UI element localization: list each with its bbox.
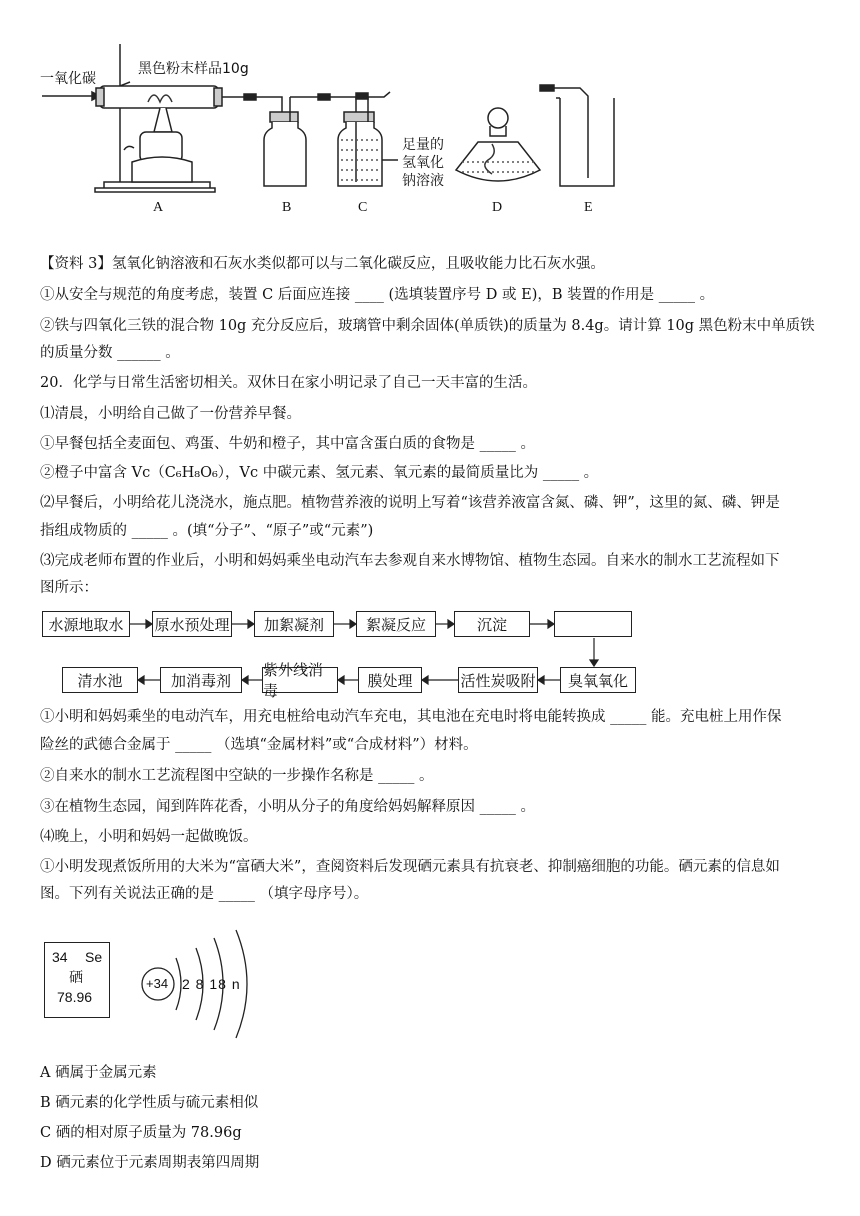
text-line: ②橙子中富含 Vc（C₆H₈O₆），Vc 中碳元素、氢元素、氧元素的最简质量比为 _____ 。 (40, 465, 599, 481)
co-label: 一氧化碳 (40, 71, 96, 87)
option-d: D 硒元素位于元素周期表第四周期 (40, 1155, 260, 1171)
apparatus-letter-b: B (282, 200, 292, 215)
text-line: 险丝的武德合金属于 _____ （选填“金属材料”或“合成材料”）材料。 (40, 737, 478, 753)
option-b: B 硒元素的化学性质与硫元素相似 (40, 1095, 259, 1111)
text-line: ①从安全与规范的角度考虑，装置 C 后面应连接 ____ (选填装置序号 D 或 E)，B 装置的作用是 _____ 。 (40, 287, 715, 303)
apparatus-letter-d: D (492, 200, 503, 215)
flow-step-membrane: 膜处理 (358, 667, 422, 693)
flow-step-flocculant: 加絮凝剂 (254, 611, 334, 637)
flow-step-disinfectant: 加消毒剂 (160, 667, 242, 693)
option-a: A 硒属于金属元素 (40, 1065, 157, 1081)
text-line: ①小明发现煮饭所用的大米为“富硒大米”，查阅资料后发现硒元素具有抗衰老、抑制癌细胞的功能。硒元素的信息如 (40, 859, 780, 875)
naoh-label-3: 钠溶液 (402, 173, 444, 189)
text-line: ①早餐包括全麦面包、鸡蛋、牛奶和橙子，其中富含蛋白质的食物是 _____ 。 (40, 436, 535, 452)
text-line: 指组成物质的 _____ 。(填“分子”、“原子”或“元素”) (40, 523, 374, 539)
text-line: ②自来水的制水工艺流程图中空缺的一步操作名称是 _____ 。 (40, 768, 434, 784)
text-line: ⑷晚上，小明和妈妈一起做晚饭。 (40, 829, 258, 845)
flow-step-pretreat: 原水预处理 (152, 611, 232, 637)
atomic-number: 34 (52, 949, 68, 965)
text-line: 的质量分数 ______ 。 (40, 345, 180, 361)
text-line: ①小明和妈妈乘坐的电动汽车，用充电桩给电动汽车充电，其电池在充电时将电能转换成 _____ 能。充电桩上用作保 (40, 709, 782, 725)
flow-step-flocculation: 絮凝反应 (356, 611, 436, 637)
naoh-label-2: 氢氧化 (402, 155, 444, 171)
text-line: ②铁与四氧化三铁的混合物 10g 充分反应后，玻璃管中剩余固体(单质铁)的质量为 8.4g。请计算 10g 黑色粉末中单质铁 (40, 318, 815, 334)
text-line: 图。下列有关说法正确的是 _____ （填字母序号）。 (40, 886, 369, 902)
flow-step-ozone: 臭氧氧化 (560, 667, 636, 693)
flow-step-carbon: 活性炭吸附 (458, 667, 538, 693)
text-line: ⑶完成老师布置的作业后，小明和妈妈乘坐电动汽车去参观自来水博物馆、植物生态园。自来水的制水工艺流程如下 (40, 553, 780, 569)
electron-shells: 2 8 18 n (182, 976, 241, 992)
text-line: 【资料 3】氢氧化钠溶液和石灰水类似都可以与二氧化碳反应，且吸收能力比石灰水强。 (40, 256, 605, 272)
flow-step-sediment: 沉淀 (454, 611, 530, 637)
element-name: 硒 (69, 970, 83, 986)
apparatus-letter-a: A (153, 200, 164, 215)
flow-step-source: 水源地取水 (42, 611, 130, 637)
question-heading: 20．化学与日常生活密切相关。双休日在家小明记录了自己一天丰富的生活。 (40, 375, 537, 391)
apparatus-letter-c: C (358, 200, 368, 215)
apparatus-letter-e: E (584, 200, 593, 215)
nucleus-charge: +34 (146, 976, 169, 991)
flow-step-clearwater: 清水池 (62, 667, 138, 693)
flow-step-uv: 紫外线消毒 (262, 667, 338, 693)
text-line: ⑵早餐后，小明给花儿浇浇水，施点肥。植物营养液的说明上写着“该营养液富含氮、磷、钾”，这里的氮、磷、钾是 (40, 495, 780, 511)
sample-label: 黑色粉末样品10g (138, 61, 249, 77)
text-line: ③在植物生态园，闻到阵阵花香，小明从分子的角度给妈妈解释原因 _____ 。 (40, 799, 535, 815)
atomic-mass: 78.96 (57, 989, 93, 1005)
option-c: C 硒的相对原子质量为 78.96g (40, 1125, 242, 1141)
naoh-label-1: 足量的 (402, 137, 444, 153)
element-symbol: Se (85, 949, 103, 965)
text-line: 图所示： (40, 580, 98, 596)
text-line: ⑴清晨，小明给自己做了一份营养早餐。 (40, 406, 301, 422)
